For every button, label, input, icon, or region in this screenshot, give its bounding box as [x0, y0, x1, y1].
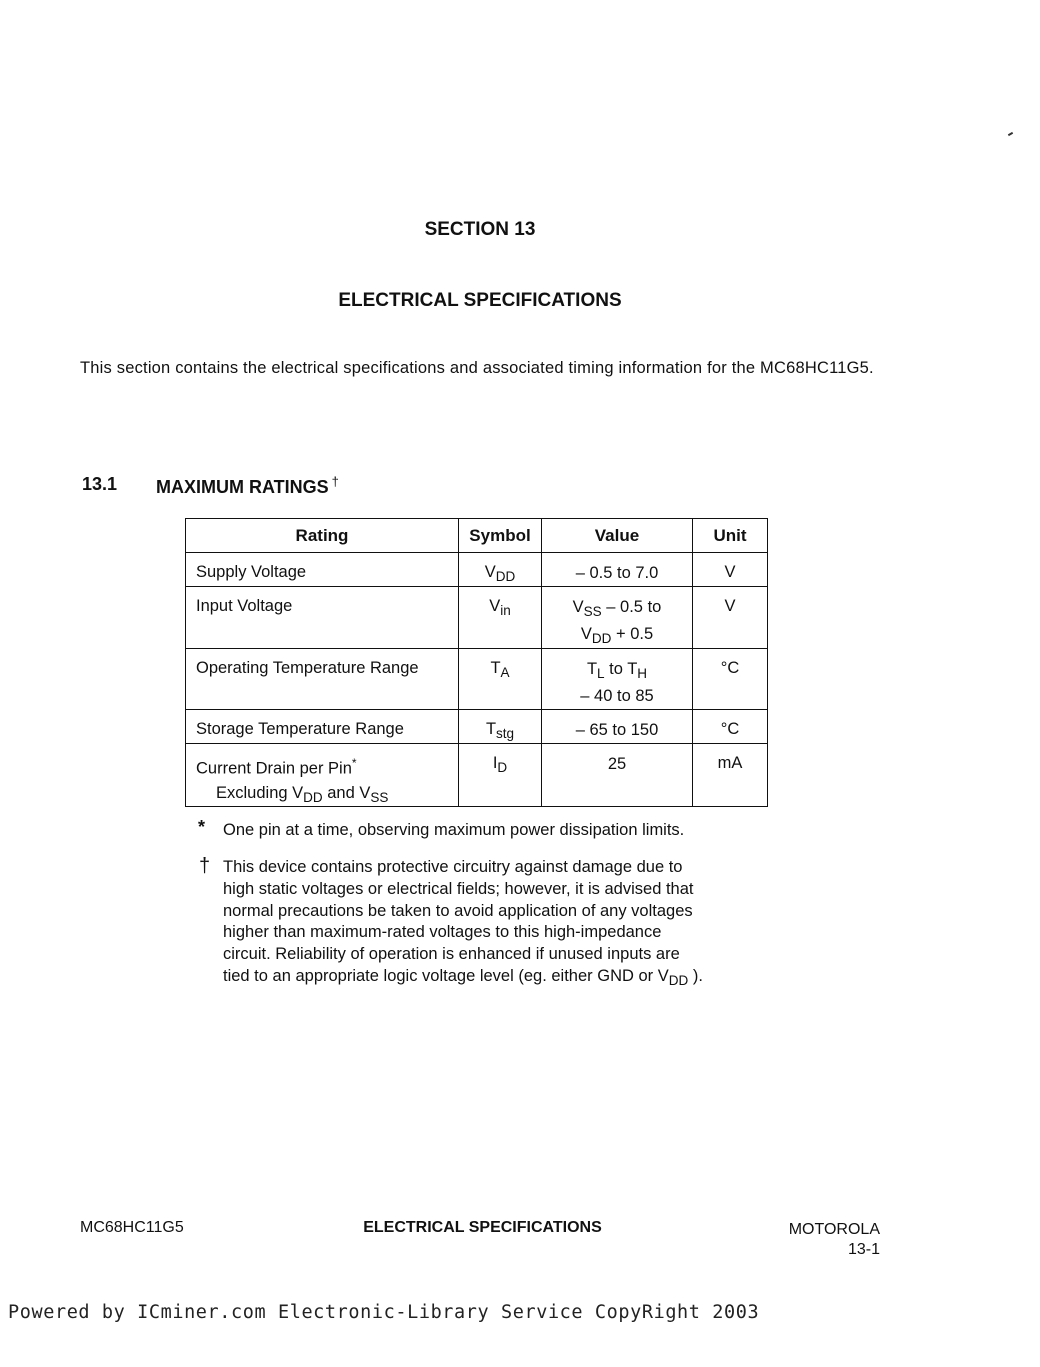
note-one-pin: One pin at a time, observing maximum power dissipation limits.	[223, 821, 685, 839]
header-unit: Unit	[693, 519, 768, 553]
unit-cell: °C	[693, 710, 768, 744]
rating-cell: Current Drain per Pin* Excluding $V_{DD}$ and $V_{SS}$	[186, 744, 459, 807]
footer-company-page	[760, 1220, 880, 1260]
subsection-number: 13.1	[82, 474, 118, 494]
table-header-row	[186, 519, 768, 553]
maximum-ratings-table	[185, 518, 768, 807]
value-cell: $V_{SS} - 0.5$ to $V_{DD} + 0.5$	[542, 587, 693, 649]
symbol-cell: $I_D$	[459, 744, 542, 807]
table-row	[186, 649, 768, 710]
rating-cell: Supply Voltage	[186, 553, 459, 587]
value-cell: $T_L$ to $T_H$ – 40 to 85	[542, 649, 693, 710]
symbol-cell: $V_{DD}$	[459, 553, 542, 587]
value-cell: – 65 to 150	[542, 710, 693, 744]
watermark-text: Powered by ICminer.com Electronic-Library Service CopyRight 2003	[8, 1302, 760, 1323]
note-dagger: †	[199, 855, 211, 877]
scan-speck	[1008, 132, 1013, 136]
table-row	[186, 553, 768, 587]
subsection-title-text: MAXIMUM RATINGS	[156, 477, 329, 497]
symbol-cell: $T_A$	[459, 649, 542, 710]
footer-company: MOTOROLA	[788, 1221, 880, 1238]
table-row	[186, 744, 768, 807]
section-number: SECTION 13	[424, 219, 536, 240]
dagger-mark: †	[331, 474, 339, 489]
table-row	[186, 587, 768, 649]
note-asterisk: *	[198, 817, 206, 837]
symbol-cell: $T_{stg}$	[459, 710, 542, 744]
section-title: ELECTRICAL SPECIFICATIONS	[338, 290, 622, 311]
intro-paragraph: This section contains the electrical specifications and associated timing information for the MC68HC11G5.	[80, 359, 874, 377]
unit-cell: V	[693, 587, 768, 649]
note-protective-circuitry: This device contains protective circuitry against damage due to high static voltages or electrical fields; however, it is advised that normal precautions be taken to avoid application of any voltages higher than maximum-rated voltages to this high-impedance circuit. Reliability of operation is enhanced if unused inputs are tied to an appropriate logic voltage level (eg. either GND or $V_{DD}$ ).	[223, 858, 703, 988]
header-rating: Rating	[186, 519, 459, 553]
unit-cell: mA	[693, 744, 768, 807]
table-row	[186, 710, 768, 744]
header-value: Value	[542, 519, 693, 553]
value-cell: – 0.5 to 7.0	[542, 553, 693, 587]
rating-cell: Operating Temperature Range	[186, 649, 459, 710]
unit-cell: V	[693, 553, 768, 587]
page-number: 13-1	[847, 1241, 880, 1258]
rating-cell: Input Voltage	[186, 587, 459, 649]
value-cell: 25	[542, 744, 693, 807]
symbol-cell: $V_{in}$	[459, 587, 542, 649]
asterisk-mark: *	[351, 756, 357, 770]
header-symbol: Symbol	[459, 519, 542, 553]
footer-part-number: MC68HC11G5	[80, 1219, 184, 1236]
subsection-title	[156, 474, 339, 498]
rating-cell: Storage Temperature Range	[186, 710, 459, 744]
footer-section-title: ELECTRICAL SPECIFICATIONS	[363, 1219, 602, 1236]
unit-cell: °C	[693, 649, 768, 710]
